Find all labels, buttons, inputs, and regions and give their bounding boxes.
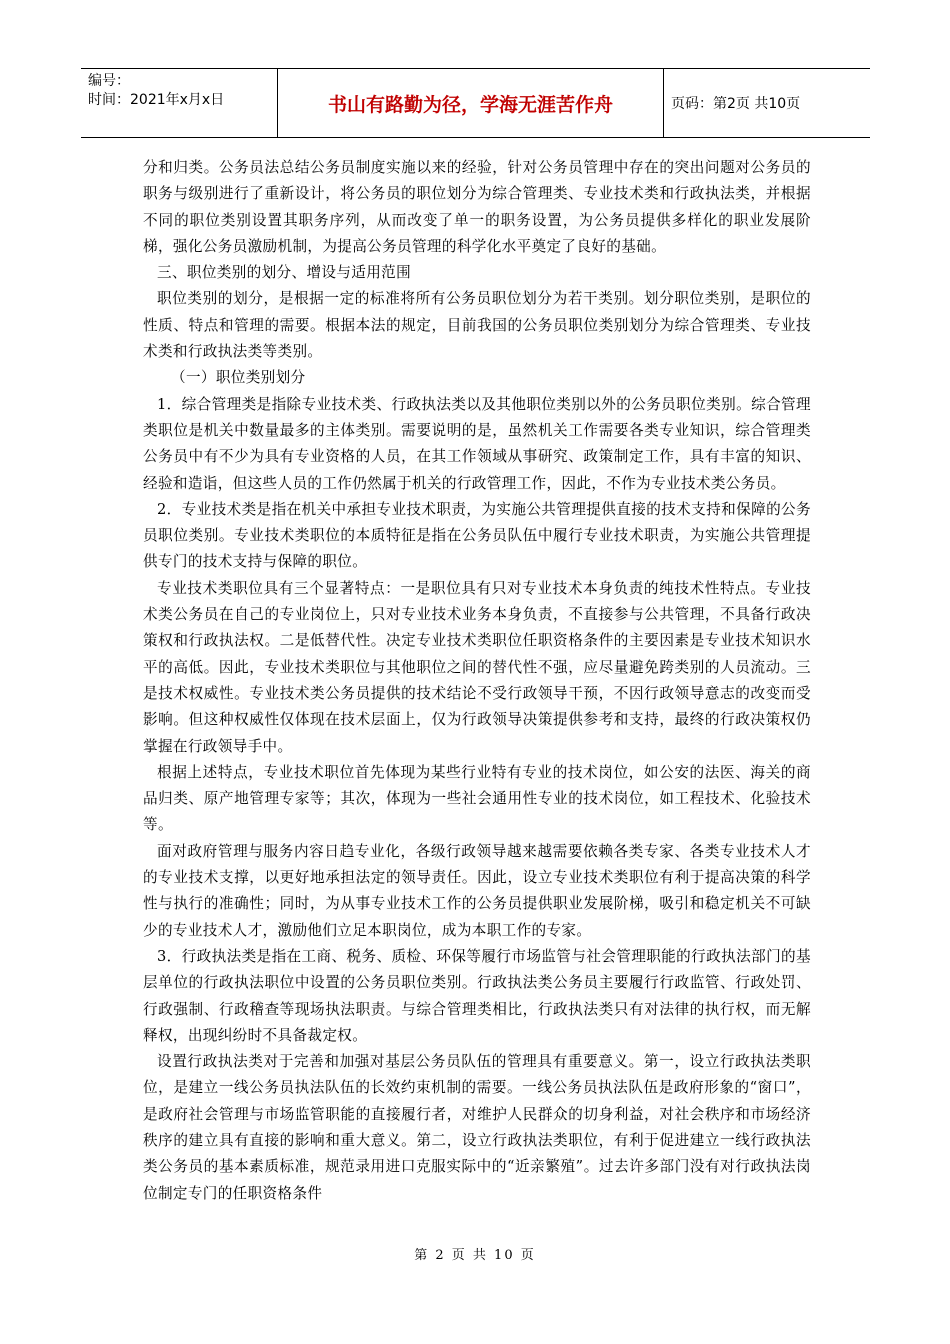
- paragraph: 职位类别的划分，是根据一定的标准将所有公务员职位划分为若干类别。划分职位类别，是职位的性质、特点和管理的需要。根据本法的规定，目前我国的公务员职位类别划分为综合管理类、专业技术类和行政执法类等类别。: [143, 290, 811, 361]
- subsection-heading: （一）职位类别划分: [171, 369, 306, 387]
- document-date: 时间：2021年x月x日: [88, 92, 225, 108]
- document-body: [143, 155, 811, 1207]
- header-page-number: 页码：第2页 共10页: [671, 96, 801, 112]
- page-header: [81, 68, 870, 138]
- paragraph: 面对政府管理与服务内容日趋专业化，各级行政领导越来越需要依赖各类专家、各类专业技术人才的专业技术支撑，以更好地承担法定的领导责任。因此，设立专业技术类职位有利于提高决策的科学性与执行的准确性；同时，为从事专业技术工作的公务员提供职业发展阶梯，吸引和稳定机关不可缺少的专业技术人才，激励他们立足本职岗位，成为本职工作的专家。: [143, 842, 811, 939]
- document-number-label: 编号：: [88, 73, 130, 89]
- page-footer: 第 2 页 共 10 页: [414, 1248, 536, 1263]
- paragraph: 2．专业技术类是指在机关中承担专业技术职责，为实施公共管理提供直接的技术支持和保障的公务员职位类别。专业技术类职位的本质特征是指在公务员队伍中履行专业技术职责，为实施公共管理提供专门的技术支持与保障的职位。: [143, 500, 811, 571]
- paragraph: 分和归类。公务员法总结公务员制度实施以来的经验，针对公务员管理中存在的突出问题对公务员的职务与级别进行了重新设计，将公务员的职位划分为综合管理类、专业技术类和行政执法类，并根据不同的职位类别设置其职务序列，从而改变了单一的职务设置，为公务员提供多样化的职业发展阶梯，强化公务员激励机制，为提高公务员管理的科学化水平奠定了良好的基础。: [143, 159, 811, 255]
- paragraph: 1．综合管理类是指除专业技术类、行政执法类以及其他职位类别以外的公务员职位类别。综合管理类职位是机关中数量最多的主体类别。需要说明的是，虽然机关工作需要各类专业知识，综合管理类公务员中有不少为具有专业资格的人员，在其工作领域从事研究、政策制定工作，具有丰富的知识、经验和造诣，但这些人员的工作仍然属于机关的行政管理工作，因此，不作为专业技术类公务员。: [143, 395, 811, 492]
- paragraph: 设置行政执法类对于完善和加强对基层公务员队伍的管理具有重要意义。第一，设立行政执法类职位，是建立一线公务员执法队伍的长效约束机制的需要。一线公务员执法队伍是政府形象的“窗口”，是政府社会管理与市场监管职能的直接履行者，对维护人民群众的切身利益，对社会秩序和市场经济秩序的建立具有直接的影响和重大意义。第二，设立行政执法类职位，有利于促进建立一线行政执法类公务员的基本素质标准，规范录用进口克服实际中的“近亲繁殖”。过去许多部门没有对行政执法岗位制定专门的任职资格条件: [143, 1053, 811, 1202]
- paragraph: 3．行政执法类是指在工商、税务、质检、环保等履行市场监管与社会管理职能的行政执法部门的基层单位的行政执法职位中设置的公务员职位类别。行政执法类公务员主要履行行政监管、行政处罚、行政强制、行政稽查等现场执法职责。与综合管理类相比，行政执法类只有对法律的执行权，而无解释权，出现纠纷时不具备裁定权。: [143, 947, 811, 1044]
- paragraph: 专业技术类职位具有三个显著特点：一是职位具有只对专业技术本身负责的纯技术性特点。专业技术类公务员在自己的专业岗位上，只对专业技术业务本身负责，不直接参与公共管理，不具备行政决策权和行政执法权。二是低替代性。决定专业技术类职位任职资格条件的主要因素是专业技术知识水平的高低。因此，专业技术类职位与其他职位之间的替代性不强，应尽量避免跨类别的人员流动。三是技术权威性。专业技术类公务员提供的技术结论不受行政领导干预，不因行政领导意志的改变而受影响。但这种权威性仅体现在技术层面上，仅为行政领导决策提供参考和支持，最终的行政决策权仍掌握在行政领导手中。: [143, 579, 811, 755]
- section-heading: 三、职位类别的划分、增设与适用范围: [157, 264, 412, 282]
- paragraph: 根据上述特点，专业技术职位首先体现为某些行业特有专业的技术岗位，如公安的法医、海关的商品归类、原产地管理专家等；其次，体现为一些社会通用性专业的技术岗位，如工程技术、化验技术等。: [143, 763, 811, 834]
- header-motto: 书山有路勤为径，学海无涯苦作舟: [278, 69, 664, 137]
- header-meta-cell: [81, 69, 278, 137]
